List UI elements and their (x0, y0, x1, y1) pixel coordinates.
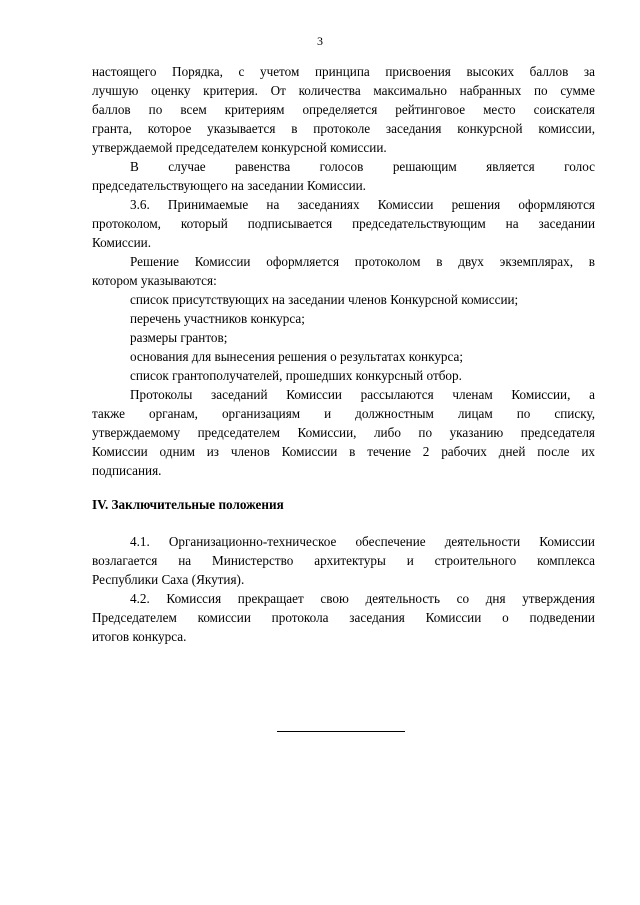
text-line: 4.2. Комиссия прекращает свою деятельность со дня утверждения (130, 591, 595, 606)
text-line: котором указываются: (92, 273, 217, 288)
text-line: также органам, организациям и должностным лицам по списку, (92, 406, 595, 421)
text-line: Протоколы заседаний Комиссии рассылаются членам Комиссии, а (130, 387, 595, 402)
list-item: список присутствующих на заседании членов Конкурсной комиссии; (130, 292, 519, 307)
text-line: настоящего Порядка, с учетом принципа присвоения высоких баллов за (92, 64, 595, 79)
text-line: Решение Комиссии оформляется протоколом в двух экземплярах, в (130, 254, 595, 269)
text-line: лучшую оценку критерия. От количества максимально набранных по сумме (92, 83, 595, 98)
text-line: возлагается на Министерство архитектуры и строительного комплекса (92, 553, 595, 568)
paragraph-decision-copies (92, 252, 595, 290)
text-line: Комиссии. (92, 235, 152, 250)
paragraph-4-2 (92, 589, 595, 646)
text-line: Председателем комиссии протокола заседания Комиссии о подведении (92, 610, 595, 625)
text-line: Комиссии одним из членов Комиссии в течение 2 рабочих дней после их (92, 444, 595, 459)
text-line: баллов по всем критериям определяется рейтинговое место соискателя (92, 102, 595, 117)
text-line: председательствующего на заседании Комиссии. (92, 178, 366, 193)
paragraph-ranking (92, 62, 595, 157)
text-line: 3.6. Принимаемые на заседаниях Комиссии решения оформляются (130, 197, 595, 212)
list-item: основания для вынесения решения о результатах конкурса; (130, 349, 464, 364)
decision-contents-list (92, 290, 595, 385)
text-line: итогов конкурса. (92, 629, 187, 644)
paragraph-tie-vote (92, 157, 595, 195)
paragraph-3-6 (92, 195, 595, 252)
text-line: подписания. (92, 463, 162, 478)
text-line: В случае равенства голосов решающим является голос (130, 159, 595, 174)
list-item: размеры грантов; (130, 330, 228, 345)
paragraph-4-1 (92, 532, 595, 589)
text-line: Республики Саха (Якутия). (92, 572, 245, 587)
paragraph-protocols (92, 385, 595, 480)
document-body (92, 62, 595, 646)
list-item: перечень участников конкурса; (130, 311, 305, 326)
page-number: 3 (317, 34, 323, 48)
text-line: утверждаемому председателем Комиссии, либо по указанию председателя (92, 425, 595, 440)
text-line: 4.1. Организационно-техническое обеспечение деятельности Комиссии (130, 534, 595, 549)
end-separator-line (277, 731, 405, 732)
list-item: список грантополучателей, прошедших конкурсный отбор. (130, 368, 462, 383)
text-line: утверждаемой председателем конкурсной комиссии. (92, 140, 387, 155)
section-heading: IV. Заключительные положения (92, 497, 284, 512)
text-line: гранта, которое указывается в протоколе заседания конкурсной комиссии, (92, 121, 595, 136)
text-line: протоколом, который подписывается председательствующим на заседании (92, 216, 595, 231)
